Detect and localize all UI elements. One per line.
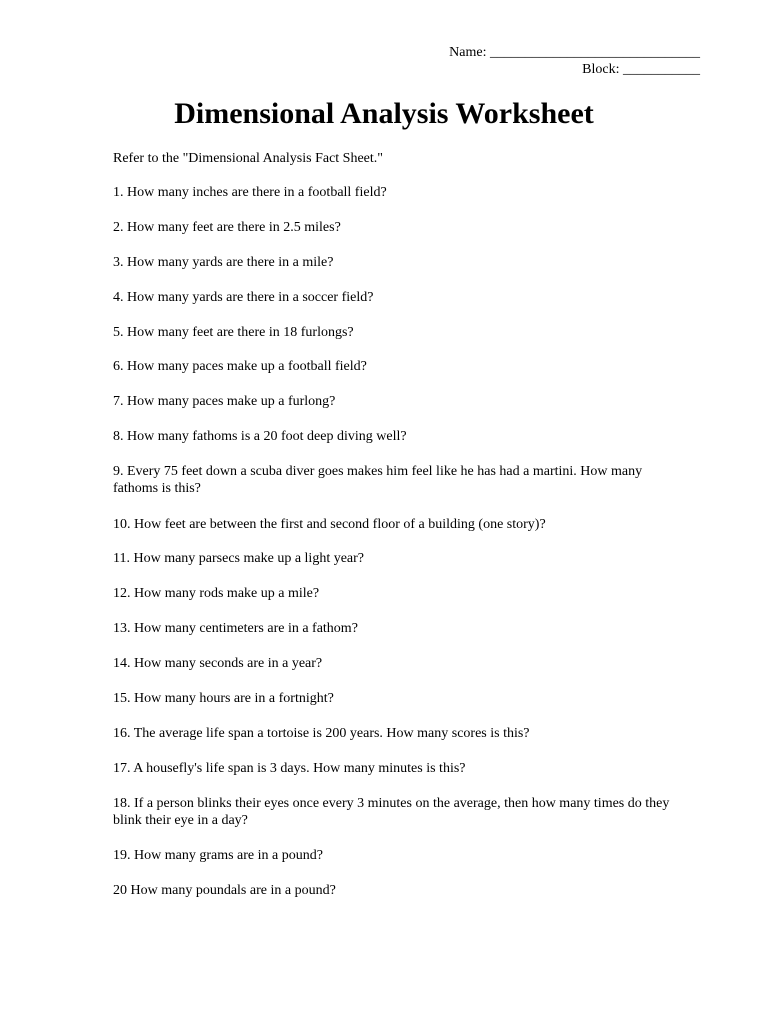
question-11: 11. How many parsecs make up a light year? [113,551,365,566]
question-4: 4. How many yards are there in a soccer field? [113,290,374,305]
question-6: 6. How many paces make up a football field? [113,359,367,374]
question-12: 12. How many rods make up a mile? [113,586,320,601]
name-field: Name: ______________________________ [449,45,700,60]
question-7: 7. How many paces make up a furlong? [113,394,336,409]
question-16: 16. The average life span a tortoise is 200 years. How many scores is this? [113,726,530,741]
question-1: 1. How many inches are there in a football field? [113,185,387,200]
question-5: 5. How many feet are there in 18 furlongs? [113,325,354,340]
question-17: 17. A housefly's life span is 3 days. How many minutes is this? [113,761,466,776]
question-20: 20 How many poundals are in a pound? [113,883,336,898]
block-field: Block: ___________ [582,62,700,77]
question-9: 9. Every 75 feet down a scuba diver goes makes him feel like he has had a martini. How many fathoms is this? [113,464,643,496]
question-2: 2. How many feet are there in 2.5 miles? [113,220,341,235]
question-18: 18. If a person blinks their eyes once every 3 minutes on the average, then how many times do they blink their eye in a day? [113,796,670,828]
question-8: 8. How many fathoms is a 20 foot deep diving well? [113,429,407,444]
question-3: 3. How many yards are there in a mile? [113,255,334,270]
question-14: 14. How many seconds are in a year? [113,656,323,671]
question-19: 19. How many grams are in a pound? [113,848,323,863]
page-title: Dimensional Analysis Worksheet [174,97,594,130]
intro-text: Refer to the "Dimensional Analysis Fact Sheet." [113,151,383,166]
question-10: 10. How feet are between the first and second floor of a building (one story)? [113,517,546,532]
question-13: 13. How many centimeters are in a fathom? [113,621,358,636]
question-15: 15. How many hours are in a fortnight? [113,691,334,706]
